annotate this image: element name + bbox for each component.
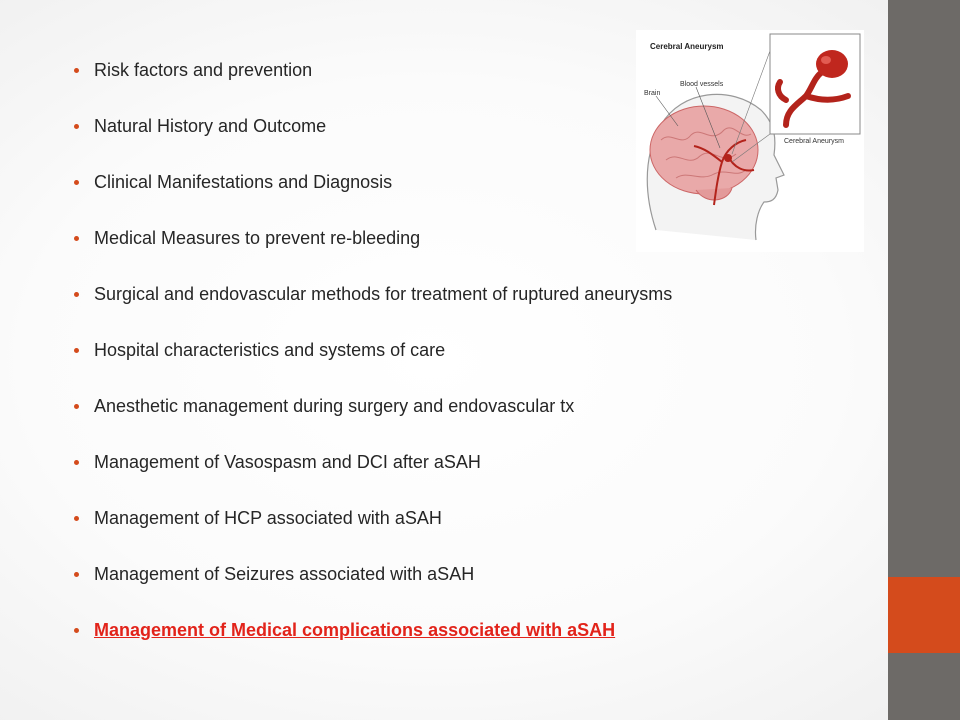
bullet-text: Natural History and Outcome	[94, 115, 327, 136]
cerebral-aneurysm-figure	[636, 30, 864, 252]
bullet-text: Clinical Manifestations and Diagnosis	[94, 171, 393, 192]
figure-title: Cerebral Aneurysm	[650, 42, 724, 51]
figure-label-brain: Brain	[644, 90, 661, 97]
bullet-text: Management of Seizures associated with aSAH	[94, 563, 475, 584]
sidebar-accent-block	[888, 577, 960, 653]
bullet-text: Management of HCP associated with aSAH	[94, 507, 442, 528]
bullet-text: Management of Vasospasm and DCI after aSAH	[94, 451, 481, 472]
bullet-dot	[74, 572, 79, 577]
inset-aneurysm-sac	[816, 50, 848, 78]
bullet-item	[74, 322, 672, 378]
bullet-dot	[74, 292, 79, 297]
figure-label-cerebral-aneurysm: Cerebral Aneurysm	[784, 138, 844, 145]
bullet-dot	[74, 348, 79, 353]
bullet-item	[74, 154, 672, 210]
aneurysm-spot	[724, 154, 732, 162]
brain-illustration	[636, 30, 864, 252]
bullet-item-highlighted	[74, 602, 672, 658]
bullet-list	[74, 42, 672, 658]
bullet-text: Surgical and endovascular methods for treatment of ruptured aneurysms	[94, 283, 673, 304]
bullet-dot	[74, 124, 79, 129]
figure-label-blood-vessels: Blood vessels	[680, 81, 724, 88]
bullet-text: Risk factors and prevention	[94, 59, 313, 80]
bullet-item	[74, 378, 672, 434]
bullet-item	[74, 490, 672, 546]
bullet-dot	[74, 236, 79, 241]
bullet-item	[74, 434, 672, 490]
bullet-text: Anesthetic management during surgery and endovascular tx	[94, 395, 575, 416]
bullet-dot	[74, 516, 79, 521]
bullet-text: Hospital characteristics and systems of care	[94, 339, 446, 360]
bullet-item	[74, 98, 672, 154]
bullet-item	[74, 42, 672, 98]
bullet-item	[74, 210, 672, 266]
bullet-dot	[74, 68, 79, 73]
bullet-text-highlighted: Management of Medical complications associated with aSAH	[94, 619, 616, 640]
bullet-dot	[74, 180, 79, 185]
bullet-item	[74, 266, 672, 322]
bullet-item	[74, 546, 672, 602]
bullet-dot	[74, 628, 79, 633]
bullet-text: Medical Measures to prevent re-bleeding	[94, 227, 421, 248]
bullet-dot	[74, 460, 79, 465]
inset-aneurysm-highlight	[821, 56, 831, 64]
bullet-dot	[74, 404, 79, 409]
